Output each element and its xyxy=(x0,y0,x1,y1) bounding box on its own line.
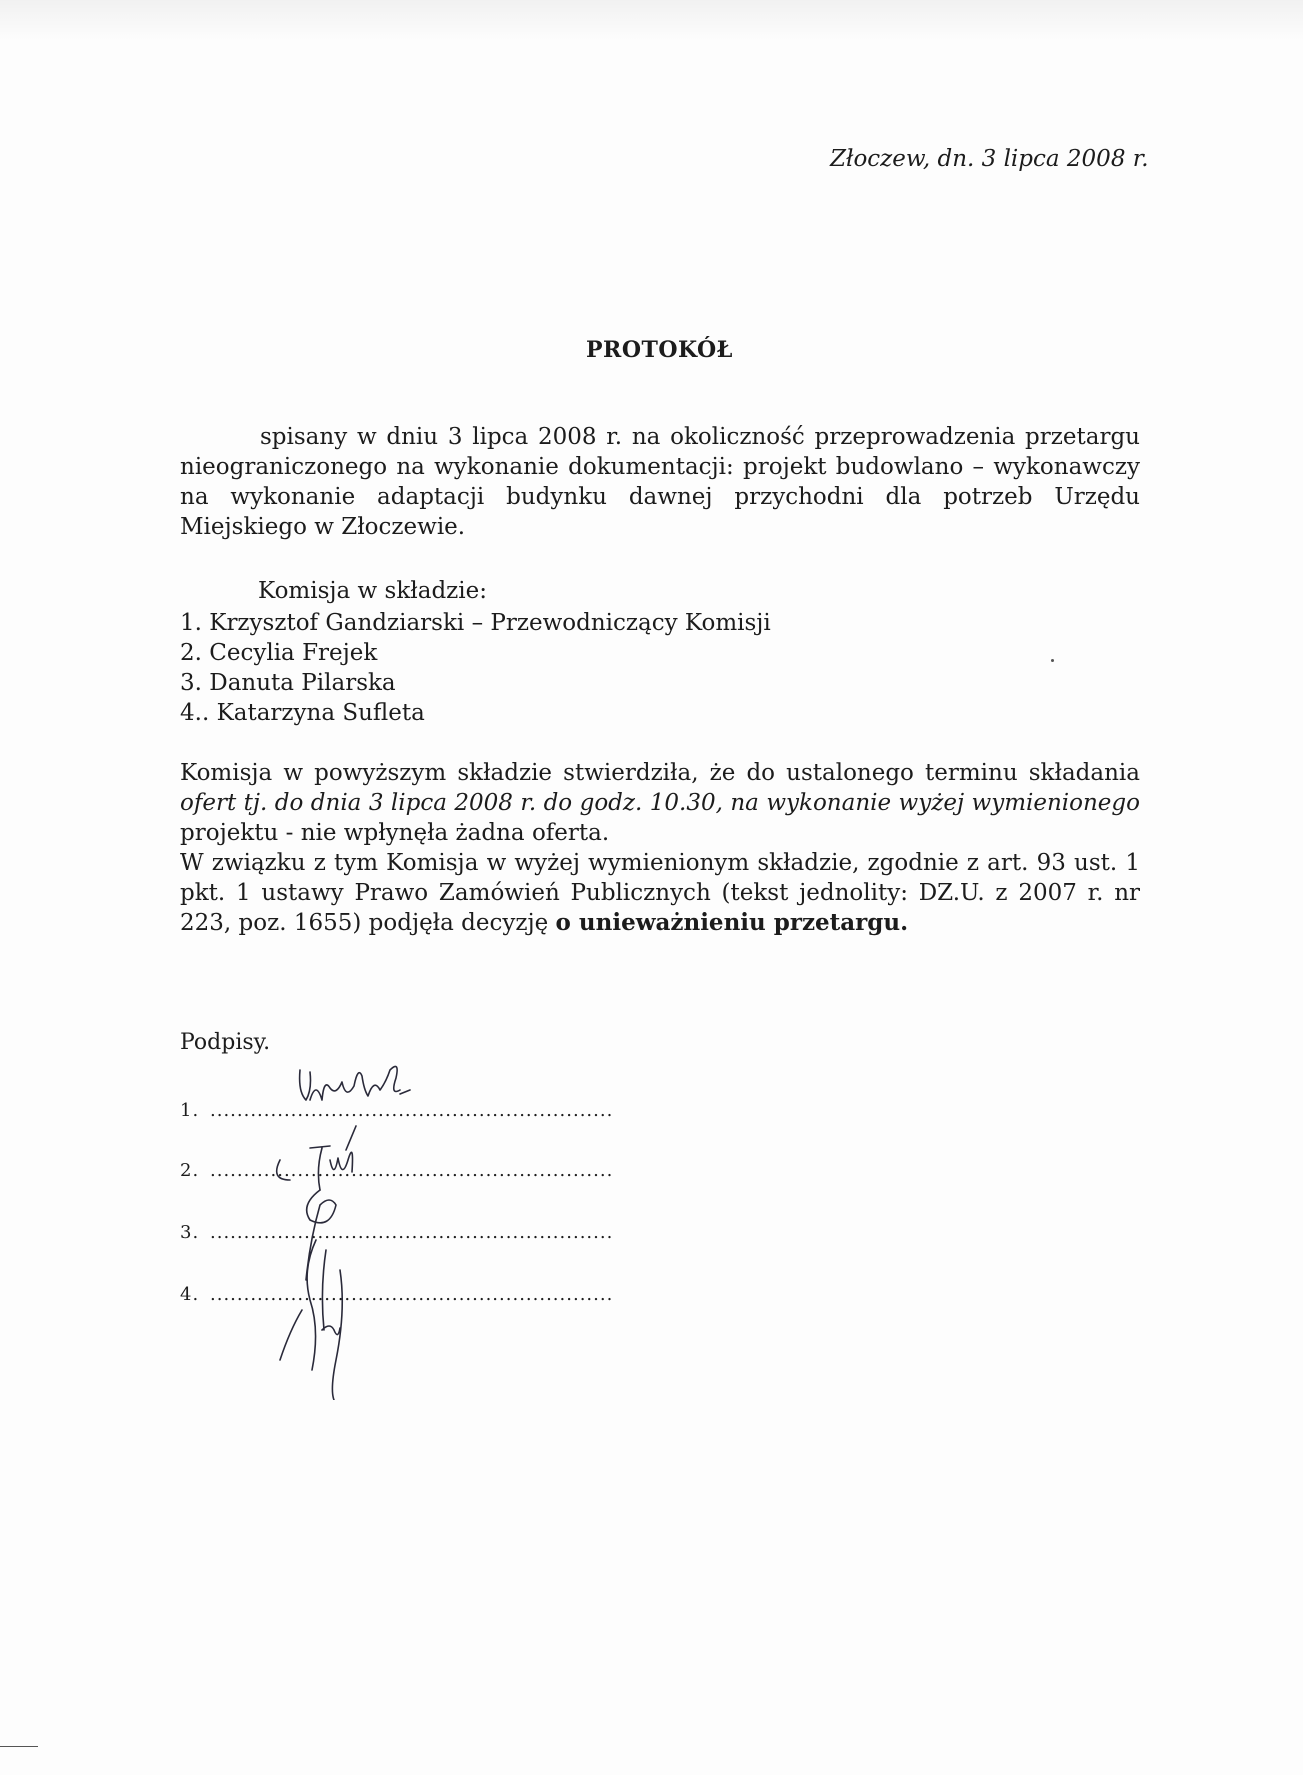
signature-dots: ............................................................ xyxy=(210,1222,614,1243)
signature-4-stroke xyxy=(322,1250,342,1400)
signature-number: 1. xyxy=(180,1100,200,1121)
signature-3-stroke xyxy=(280,1190,336,1370)
statement-line: ofert tj. do dnia 3 lipca 2008 r. do godz. 10.30, na wykonanie wyżej wymienionego xyxy=(180,790,1140,816)
committee-member: 1. Krzysztof Gandziarski – Przewodniczący Komisji xyxy=(180,610,771,636)
intro-line: nieograniczonego na wykonanie dokumentacji: projekt budowlano – wykonawczy xyxy=(180,454,1140,480)
signatures-label: Podpisy. xyxy=(180,1030,271,1055)
committee-member: 3. Danuta Pilarska xyxy=(180,670,396,696)
statement-line: Komisja w powyższym składzie stwierdziła, że do ustalonego terminu składania xyxy=(180,760,1140,786)
decision-text: o unieważnieniu przetargu. xyxy=(555,909,909,936)
statement-line-final xyxy=(180,908,1140,938)
statement-line: pkt. 1 ustawy Prawo Zamówień Publicznych (tekst jednolity: DZ.U. z 2007 r. nr xyxy=(180,880,1140,906)
place-date: Złoczew, dn. 3 lipca 2008 r. xyxy=(830,146,1149,172)
intro-line: spisany w dniu 3 lipca 2008 r. na okoliczność przeprowadzenia przetargu xyxy=(260,424,1140,450)
signature-dots: ............................................................ xyxy=(210,1160,614,1181)
statement-line: projektu - nie wpłynęła żadna oferta. xyxy=(180,820,610,846)
signature-number: 2. xyxy=(180,1160,200,1181)
signature-number: 4. xyxy=(180,1284,200,1305)
scan-shadow xyxy=(0,0,1303,40)
intro-paragraph xyxy=(180,422,1140,542)
signature-dots: ............................................................ xyxy=(210,1100,614,1121)
statement-line: W związku z tym Komisja w wyżej wymienionym składzie, zgodnie z art. 93 ust. 1 xyxy=(180,850,1140,876)
scan-speck xyxy=(1051,659,1054,662)
committee-members xyxy=(180,608,771,728)
statement-text: 223, poz. 1655) podjęła decyzję xyxy=(180,910,556,936)
committee-member: 2. Cecylia Frejek xyxy=(180,640,378,666)
signature-number: 3. xyxy=(180,1222,200,1243)
signature-dots: ............................................................ xyxy=(210,1284,614,1305)
handwritten-signatures xyxy=(250,1030,490,1400)
signature-1-stroke xyxy=(300,1066,410,1100)
intro-line: Miejskiego w Złoczewie. xyxy=(180,514,466,540)
committee-label: Komisja w składzie: xyxy=(258,578,488,604)
signature-2-stroke xyxy=(277,1126,356,1190)
intro-line: na wykonanie adaptacji budynku dawnej przychodni dla potrzeb Urzędu xyxy=(180,484,1140,510)
statement-paragraph xyxy=(180,758,1140,938)
scan-edge-mark xyxy=(0,1746,38,1747)
committee-member: 4.. Katarzyna Sufleta xyxy=(180,700,425,726)
document-title: PROTOKÓŁ xyxy=(586,337,733,363)
